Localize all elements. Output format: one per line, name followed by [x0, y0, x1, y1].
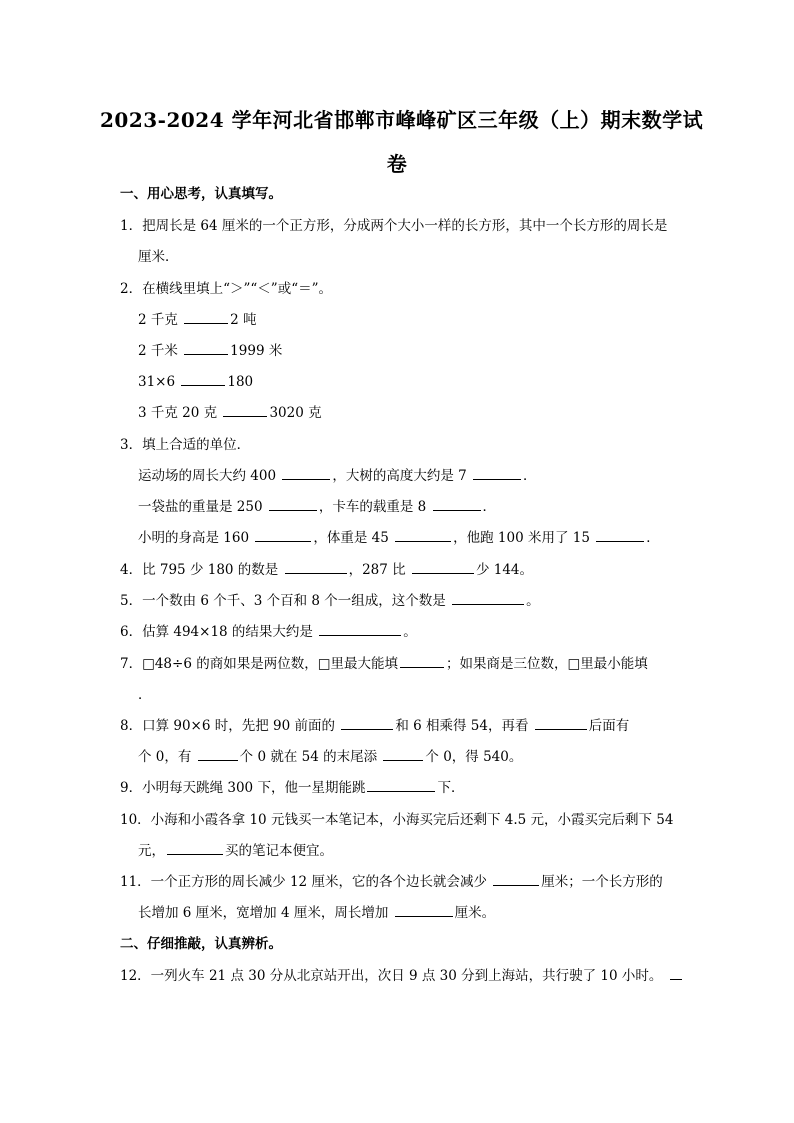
section-heading-1: 一、用心思考，认真填写。: [120, 186, 282, 202]
question-3-line2: [138, 497, 496, 517]
question-11-line2: [138, 903, 495, 923]
item-right: 2 吨: [230, 312, 257, 328]
text: 买的笔记本便宜。: [225, 843, 333, 859]
question-9: [120, 778, 464, 798]
question-3-line3: [138, 528, 660, 548]
answer-blank[interactable]: [269, 497, 317, 511]
text: ．: [482, 499, 497, 515]
answer-blank[interactable]: [341, 716, 393, 730]
question-7-line2: ．: [138, 687, 152, 703]
question-3: 3．填上合适的单位．: [120, 437, 251, 453]
answer-blank[interactable]: [395, 528, 451, 542]
question-4: [120, 560, 533, 580]
question-6: [120, 622, 417, 642]
question-1-line1: 1．把周长是 64 厘米的一个正方形，分成两个大小一样的长方形，其中一个长方形的周长是: [120, 218, 668, 234]
question-11-line1: [120, 872, 663, 892]
text: ，287 比: [348, 562, 410, 578]
text: 厘米。: [454, 905, 496, 921]
text: 。: [526, 593, 540, 609]
exam-title-line2: 卷: [386, 152, 408, 176]
question-1-line2: 厘米．: [138, 249, 179, 265]
question-8-line1: [120, 716, 629, 736]
text: 厘米；一个长方形的: [541, 874, 663, 890]
answer-blank[interactable]: [255, 528, 311, 542]
text: 4．比 795 少 180 的数是: [120, 562, 283, 578]
answer-blank[interactable]: [184, 341, 228, 355]
text: ，卡车的载重是 8: [318, 499, 431, 515]
answer-blank[interactable]: [395, 903, 453, 917]
text: 少 144。: [475, 562, 534, 578]
text: ，体重是 45: [313, 530, 394, 546]
answer-blank[interactable]: [282, 466, 330, 480]
answer-blank[interactable]: [181, 372, 225, 386]
text: 。: [403, 624, 417, 640]
question-3-line1: [138, 466, 537, 486]
question-7-line1: [120, 654, 648, 674]
question-2: 2．在横线里填上“＞”“＜”或“＝”。: [120, 281, 332, 297]
text: 一袋盐的重量是 250: [138, 499, 267, 515]
item-left: 3 千克 20 克: [138, 405, 222, 421]
text: 6．估算 494×18 的结果大约是: [120, 624, 318, 640]
item-right: 180: [227, 374, 254, 390]
answer-blank[interactable]: [473, 466, 521, 480]
answer-blank[interactable]: [452, 591, 524, 605]
question-2-item: [138, 403, 322, 423]
question-10-line2: [138, 841, 333, 861]
item-left: 2 千米: [138, 343, 183, 359]
answer-blank[interactable]: [596, 528, 644, 542]
text: 12．一列火车 21 点 30 分从北京站开出，次日 9 点 30 分到上海站，共行驶了 10 小时。: [120, 968, 663, 984]
answer-blank[interactable]: [383, 747, 423, 761]
text: 后面有: [588, 718, 630, 734]
text: ．: [523, 468, 537, 484]
item-right: 3020 克: [269, 405, 322, 421]
answer-blank[interactable]: [319, 622, 401, 636]
question-10-line1: 10．小海和小霞各拿 10 元钱买一本笔记本，小海买完后还剩下 4.5 元，小霞买完后剩下 54: [120, 812, 674, 828]
text: ．: [646, 530, 660, 546]
question-2-item: [138, 341, 282, 361]
text: 运动场的周长大约 400: [138, 468, 281, 484]
question-5: [120, 591, 540, 611]
text: ；如果商是三位数，□里最小能填: [445, 656, 648, 672]
question-8-line2: [138, 747, 522, 767]
text: 7．□48÷6 的商如果是两位数，□里最大能填: [120, 656, 398, 672]
question-2-item: [138, 372, 253, 392]
answer-blank[interactable]: [670, 966, 682, 980]
text: ，大树的高度大约是 7: [332, 468, 472, 484]
item-left: 31×6: [138, 374, 180, 390]
text: 8．口算 90×6 时，先把 90 前面的: [120, 718, 340, 734]
answer-blank[interactable]: [535, 716, 587, 730]
answer-blank[interactable]: [285, 560, 347, 574]
answer-blank[interactable]: [433, 497, 481, 511]
text: 9．小明每天跳绳 300 下，他一星期能跳: [120, 780, 366, 796]
text: 小明的身高是 160: [138, 530, 254, 546]
question-12: [120, 966, 684, 986]
answer-blank[interactable]: [400, 654, 444, 668]
text: 元，: [138, 843, 165, 859]
answer-blank[interactable]: [412, 560, 474, 574]
answer-blank[interactable]: [493, 872, 539, 886]
item-left: 2 千克: [138, 312, 183, 328]
answer-blank[interactable]: [367, 778, 435, 792]
text: 5．一个数由 6 个千、3 个百和 8 个一组成，这个数是: [120, 593, 451, 609]
answer-blank[interactable]: [223, 403, 267, 417]
text: ，他跑 100 米用了 15: [453, 530, 595, 546]
text: 个 0，有: [138, 749, 196, 765]
text: 个 0，得 540。: [425, 749, 523, 765]
text: 和 6 相乘得 54，再看: [395, 718, 533, 734]
answer-blank[interactable]: [184, 310, 228, 324]
text: 下．: [437, 780, 465, 796]
text: 长增加 6 厘米，宽增加 4 厘米，周长增加: [138, 905, 393, 921]
answer-blank[interactable]: [198, 747, 238, 761]
section-heading-2: 二、仔细推敲，认真辨析。: [120, 936, 282, 952]
text: 11．一个正方形的周长减少 12 厘米，它的各个边长就会减少: [120, 874, 492, 890]
question-2-item: [138, 310, 257, 330]
text: 个 0 就在 54 的末尾添: [239, 749, 382, 765]
answer-blank[interactable]: [167, 841, 223, 855]
exam-title-line1: 2023-2024 学年河北省邯郸市峰峰矿区三年级（上）期末数学试: [100, 108, 704, 132]
item-right: 1999 米: [230, 343, 283, 359]
